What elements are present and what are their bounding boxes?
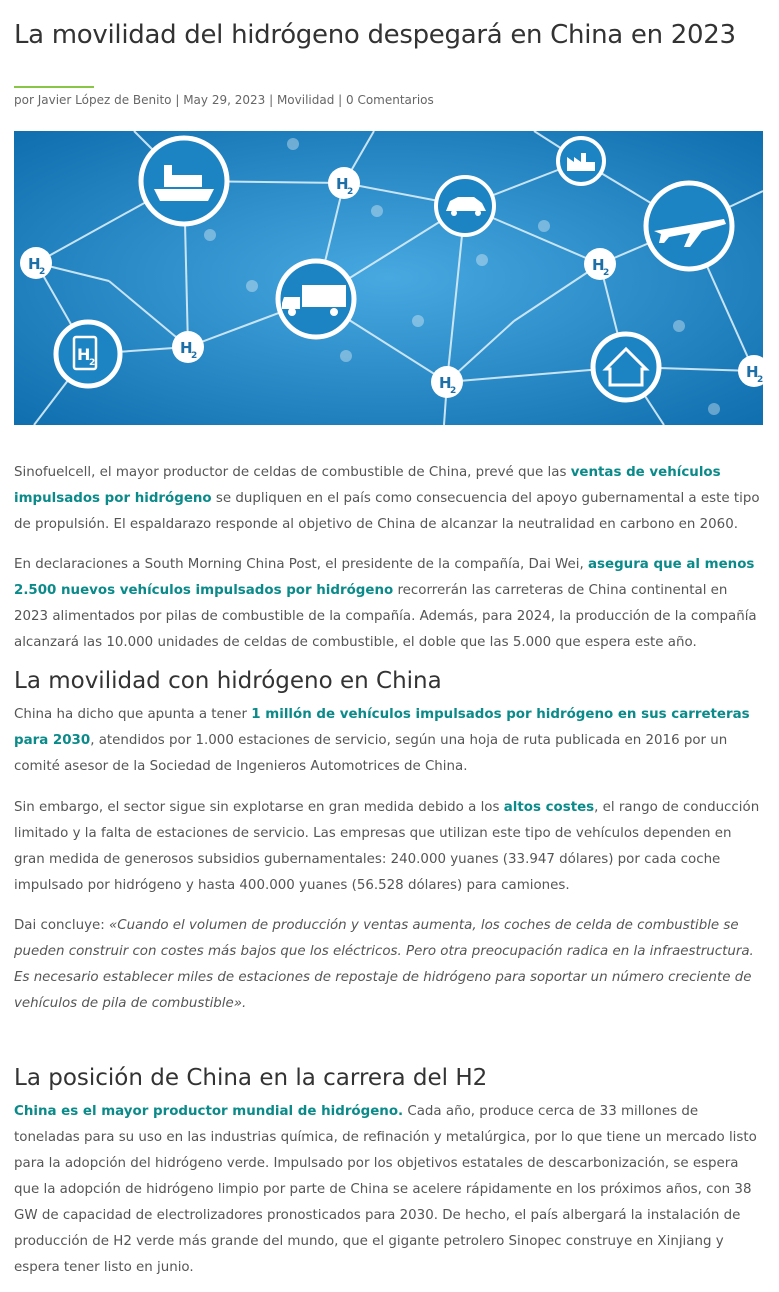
paragraph-text: Cada año, produce cerca de 33 millones de toneladas para su uso en las industrias química, de refinación y metalúrgica, por lo que tiene un mercado listo para la adopción del hidrógeno verde. Impulsado por los objetivos estatales de descarbonización, se espera que la adopción de hidrógeno limpio por parte de China se acelere rápidamente en los próximos años, con 38 GW de capacidad de electrolizadores pronosticados para 2030. De hecho, el país albergará la instalación de producción de H2 verde más grande del mundo, que el gigante petrolero Sinopec construye en Xinjiang y espera tener listo en junio. (14, 1104, 757, 1275)
h2-label: H (592, 256, 605, 274)
h2-label: H (28, 255, 41, 273)
paragraph-text: recorrerán las carreteras de China continental en 2023 alimentados por pilas de combustible de la compañía. Además, para 2024, la producción de la compañía alcanzará las 10.000 unidades de celdas de combustible, el doble que las 5.000 que espera este año. (14, 583, 757, 650)
paragraph-5-quote (14, 913, 764, 1017)
category-link[interactable]: Movilidad (276, 93, 335, 107)
paragraph-text: , el rango de conducción limitado y la falta de estaciones de servicio. Las empresas que utilizan este tipo de vehículos dependen en gran medida de generosos subsidios gubernamentales: 240.000 yuanes (33.947 dólares) por cada coche impulsado por hidrógeno y hasta 400.000 yuanes (56.528 dólares) para camiones. (14, 800, 760, 893)
paragraph-text: En declaraciones a South Morning China Post, el presidente de la compañía, Dai Wei, (14, 557, 588, 572)
h2-label-sub: 2 (191, 351, 198, 361)
hydrogen-network-illustration (14, 131, 763, 425)
paragraph-text: Dai concluye: (14, 918, 110, 933)
h2-label-sub: 2 (39, 267, 46, 277)
house-node (593, 334, 659, 400)
link-ventas-vehiculos[interactable]: ventas de vehículos impulsados por hidrógeno (14, 465, 721, 506)
truck-node (278, 261, 354, 337)
link-mayor-productor[interactable]: China es el mayor productor mundial de hidrógeno. (14, 1104, 404, 1119)
paragraph-1 (14, 460, 764, 538)
article-title: La movilidad del hidrógeno despegará en China en 2023 (14, 20, 736, 50)
quote-text: «Cuando el volumen de producción y ventas aumenta, los coches de celda de combustible se pueden construir con costes más bajos que los eléctricos. Pero otra preocupación radica en la infraestructura. Es necesario establecer miles de estaciones de repostaje de hidrógeno para soportar un número creciente de vehículos de pila de combustible». (14, 918, 754, 1011)
link-asegura[interactable]: asegura que al menos 2.500 nuevos vehículos impulsados por hidrógeno (14, 557, 755, 598)
section-heading: La movilidad con hidrógeno en China (14, 668, 442, 694)
section-heading: La posición de China en la carrera del H2 (14, 1065, 488, 1091)
h2-label: H (336, 175, 349, 193)
paragraph-6 (14, 1099, 764, 1281)
link-1-millon[interactable]: 1 millón de vehículos impulsados por hidrógeno en sus carreteras para 2030 (14, 707, 750, 748)
post-meta (14, 91, 434, 109)
meta-prefix: por (14, 93, 38, 107)
paragraph-3 (14, 702, 764, 780)
h2-label: H (746, 363, 759, 381)
h2-label-sub: 2 (450, 386, 457, 396)
h2-label-sub: 2 (347, 187, 354, 197)
paragraph-text: Sinofuelcell, el mayor productor de celdas de combustible de China, prevé que las (14, 465, 571, 480)
link-altos-costes[interactable]: altos costes (503, 800, 595, 815)
paragraph-text: China ha dicho que apunta a tener (14, 707, 252, 722)
comments-link[interactable]: 0 Comentarios (346, 93, 434, 107)
car-node (436, 177, 494, 235)
factory-node (558, 138, 604, 184)
h2-label-sub: 2 (603, 268, 610, 278)
paragraph-text: se dupliquen en el país como consecuencia del apoyo gubernamental a este tipo de propulsión. El espaldarazo responde al objetivo de China de alcanzar la neutralidad en carbono en 2060. (14, 491, 760, 532)
meta-separator: | (265, 93, 277, 107)
author-link[interactable]: Javier López de Benito (37, 93, 172, 107)
airplane-node (646, 183, 732, 269)
paragraph-text: , atendidos por 1.000 estaciones de servicio, según una hoja de ruta publicada en 2016 por un comité asesor de la Sociedad de Ingenieros Automotrices de China. (14, 733, 728, 774)
h2-label: H (439, 374, 452, 392)
ship-node (141, 138, 227, 224)
h2-label-sub: 2 (757, 375, 763, 385)
post-date: May 29, 2023 (183, 93, 266, 107)
h2-label-sub: 2 (89, 358, 96, 368)
h2-label: H (77, 345, 91, 364)
paragraph-4 (14, 795, 764, 899)
hero-image (14, 131, 763, 425)
h2-label: H (180, 339, 193, 357)
meta-separator: | (334, 93, 346, 107)
paragraph-2 (14, 552, 764, 656)
title-underline (14, 86, 94, 88)
paragraph-text: Sin embargo, el sector sigue sin explotarse en gran medida debido a los (14, 800, 504, 815)
meta-separator: | (171, 93, 184, 107)
